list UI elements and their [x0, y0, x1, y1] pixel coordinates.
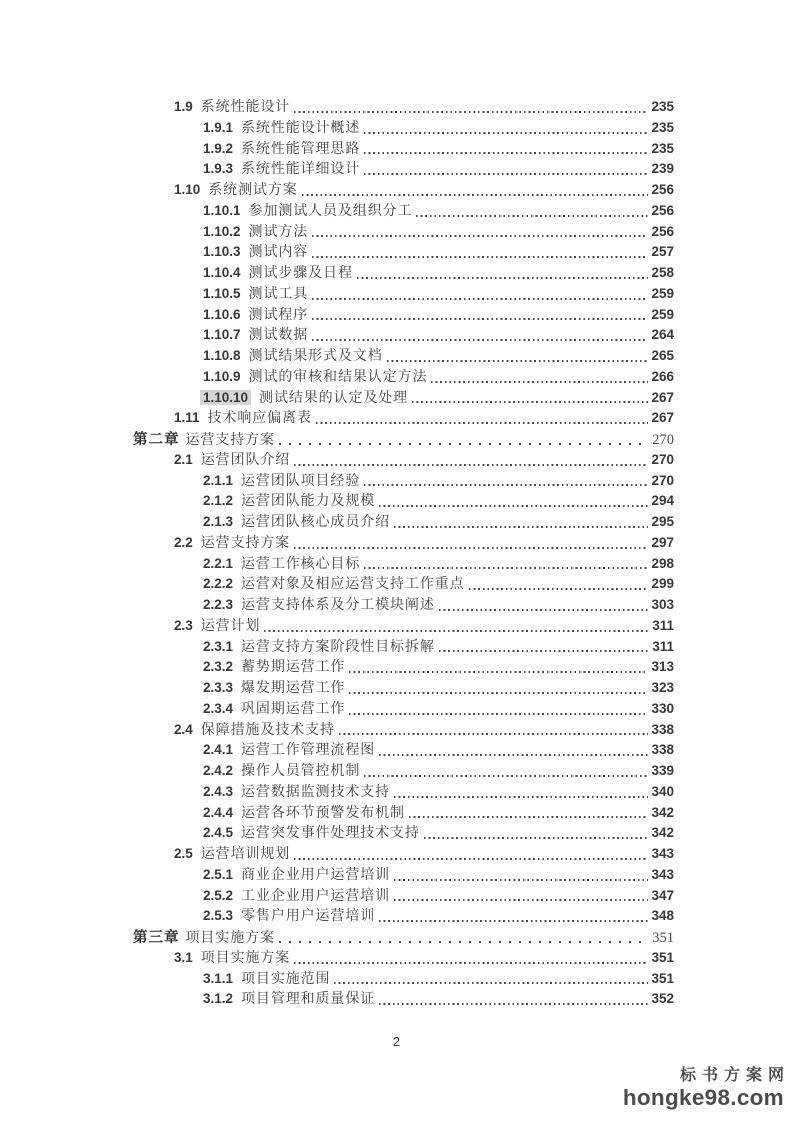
toc-entry-title: 测试的审核和结果认定方法 [248, 368, 428, 385]
toc-entry-title: 项目实施方案 [200, 949, 291, 966]
toc-entry-title: 系统性能设计 [200, 99, 291, 115]
toc-entry-page: 342 [651, 804, 674, 820]
toc-entry[interactable] [133, 719, 674, 740]
toc-entry-title: 系统性能设计概述 [241, 119, 361, 136]
dot-leader [379, 754, 648, 756]
toc-entry-page: 259 [651, 285, 674, 301]
dot-leader [279, 941, 649, 943]
toc-entry-number: 2.5 [174, 846, 193, 861]
toc-entry-title: 巩固期运营工作 [241, 700, 346, 717]
toc-entry-page: 267 [651, 389, 674, 405]
dot-leader [302, 194, 649, 196]
toc-entry-page: 330 [651, 700, 674, 716]
toc-entry[interactable] [133, 864, 674, 885]
dot-leader [431, 381, 648, 383]
dot-leader [364, 132, 648, 134]
dot-leader [334, 982, 648, 984]
toc-entry-number: 2.4.1 [203, 742, 234, 758]
toc-entry-page: 299 [651, 576, 674, 592]
toc-entry-page: 259 [651, 306, 674, 322]
table-of-contents [133, 96, 674, 1009]
toc-entry-page: 352 [651, 991, 674, 1007]
toc-entry-title: 蓄势期运营工作 [241, 659, 346, 676]
toc-entry-page: 258 [651, 265, 674, 280]
dot-leader [312, 298, 648, 300]
dot-leader [339, 733, 649, 735]
toc-entry-title: 测试方法 [248, 223, 309, 240]
toc-entry-number: 1.9.1 [203, 119, 234, 135]
toc-entry-title: 运营支持体系及分工模块阐述 [241, 597, 435, 613]
toc-entry-page: 235 [651, 119, 674, 135]
dot-leader [394, 526, 648, 528]
toc-entry-number: 1.10 [174, 182, 201, 197]
toc-entry-page: 338 [651, 742, 674, 758]
toc-entry[interactable] [133, 387, 674, 408]
toc-entry[interactable] [133, 553, 674, 574]
toc-entry-number: 2.5.1 [203, 866, 234, 882]
dot-leader [364, 152, 648, 154]
toc-entry-number: 2.4.5 [203, 825, 234, 841]
toc-entry[interactable] [133, 968, 674, 989]
toc-entry[interactable] [133, 926, 674, 947]
toc-entry-number: 2.4.2 [203, 763, 234, 778]
dot-leader [294, 962, 648, 964]
toc-entry-page: 267 [651, 410, 674, 426]
toc-entry-title: 项目实施方案 [185, 930, 275, 946]
toc-entry-page: 256 [651, 223, 674, 239]
dot-leader [394, 899, 648, 901]
toc-entry[interactable] [133, 428, 674, 449]
toc-entry-number: 1.9.3 [203, 161, 234, 177]
dot-leader [409, 816, 649, 818]
dot-leader [294, 111, 648, 113]
toc-entry-page: 323 [651, 680, 674, 695]
toc-entry[interactable] [133, 905, 674, 926]
dot-leader [416, 215, 648, 217]
toc-entry[interactable] [133, 117, 674, 138]
toc-entry-page: 311 [652, 638, 674, 654]
dot-leader [312, 256, 648, 258]
toc-entry-page: 257 [651, 244, 674, 260]
dot-leader [379, 1003, 648, 1005]
toc-entry-number: 1.10.2 [203, 223, 241, 239]
toc-entry-title: 参加测试人员及组织分工 [248, 202, 413, 219]
toc-entry[interactable] [133, 573, 674, 594]
toc-entry[interactable] [133, 283, 674, 304]
toc-entry-title: 测试结果的认定及处理 [259, 389, 409, 406]
toc-entry[interactable] [133, 96, 674, 117]
dot-leader [379, 505, 648, 507]
toc-entry-title: 测试步骤及日程 [248, 265, 353, 281]
toc-entry[interactable] [133, 200, 674, 221]
toc-entry-number: 1.9.2 [203, 140, 234, 156]
toc-entry-title: 系统性能管理思路 [241, 140, 361, 157]
toc-entry-title: 爆发期运营工作 [241, 680, 346, 696]
toc-entry-title: 测试工具 [248, 285, 309, 302]
toc-entry[interactable] [133, 241, 674, 262]
toc-entry-number: 2.4.3 [203, 783, 234, 799]
toc-entry-title: 测试数据 [248, 327, 309, 344]
toc-entry[interactable] [133, 179, 674, 200]
dot-leader [349, 713, 648, 715]
toc-entry-title: 测试内容 [248, 244, 309, 261]
toc-entry-number: 2.5.3 [203, 908, 234, 924]
dot-leader [349, 671, 648, 673]
toc-entry[interactable] [133, 511, 674, 532]
toc-entry-title: 操作人员管控机制 [241, 763, 361, 779]
toc-entry-title: 运营培训规划 [200, 846, 291, 862]
toc-entry-title: 系统性能详细设计 [241, 161, 361, 178]
toc-entry-number: 1.10.5 [203, 285, 241, 301]
toc-entry-number: 2.2.3 [203, 597, 234, 612]
toc-entry-page: 351 [651, 949, 674, 965]
watermark-site-name: 标书方案网 [679, 1065, 790, 1084]
dot-leader [294, 464, 648, 466]
watermark [622, 1065, 790, 1110]
toc-entry-title: 运营支持方案阶段性目标拆解 [241, 638, 435, 655]
toc-entry-number: 2.2.2 [203, 576, 234, 592]
toc-entry-number: 2.3 [174, 617, 193, 633]
toc-entry-title: 运营团队核心成员介绍 [241, 514, 391, 530]
toc-entry-number: 2.4.4 [203, 804, 234, 820]
toc-entry-title: 工业企业用户运营培训 [241, 887, 391, 904]
dot-leader [394, 879, 648, 881]
toc-entry-number: 第二章 [133, 432, 180, 448]
toc-entry-number: 2.5.2 [203, 887, 234, 903]
dot-leader [364, 775, 648, 777]
toc-entry-page: 298 [651, 555, 674, 571]
toc-entry-title: 保障措施及技术支持 [200, 721, 335, 738]
toc-entry-title: 项目实施范围 [241, 970, 331, 987]
dot-leader [357, 277, 649, 279]
watermark-site-url: hongke98.com [622, 1084, 784, 1110]
dot-leader [294, 547, 648, 549]
dot-leader [394, 796, 648, 798]
dot-leader [264, 630, 649, 632]
toc-entry-number: 1.10.7 [203, 327, 241, 343]
toc-entry[interactable] [133, 615, 674, 636]
toc-entry-number: 1.11 [174, 410, 200, 426]
toc-entry-title: 零售户用户运营培训 [241, 908, 376, 925]
toc-entry-number: 2.3.1 [203, 638, 234, 654]
toc-entry-number: 1.10.9 [203, 368, 241, 384]
toc-entry-number: 2.1.2 [203, 493, 234, 509]
toc-entry-title: 商业企业用户运营培训 [241, 866, 391, 883]
toc-entry-number: 3.1.1 [203, 970, 234, 986]
dot-leader [316, 422, 649, 424]
toc-entry-number: 1.10.8 [203, 348, 241, 363]
toc-entry[interactable] [133, 221, 674, 242]
dot-leader [439, 650, 649, 652]
toc-entry[interactable] [133, 324, 674, 345]
dot-leader [379, 920, 648, 922]
toc-entry-title: 运营团队能力及规模 [241, 493, 376, 510]
toc-entry-title: 运营各环节预警发布机制 [241, 804, 405, 821]
toc-entry-page: 270 [652, 432, 674, 448]
toc-entry[interactable] [133, 822, 674, 843]
toc-entry-number: 2.4 [174, 721, 193, 737]
toc-entry-page: 303 [651, 597, 674, 612]
toc-entry-title: 运营突发事件处理技术支持 [241, 825, 420, 842]
toc-entry-page: 347 [651, 887, 674, 903]
toc-entry-title: 运营对象及相应运营支持工作重点 [241, 576, 465, 593]
toc-entry[interactable] [133, 677, 674, 698]
toc-entry-title: 测试程序 [248, 306, 309, 323]
toc-entry[interactable] [133, 988, 674, 1009]
toc-entry-page: 264 [651, 327, 674, 343]
toc-entry-page: 311 [652, 617, 674, 633]
toc-entry-page: 348 [651, 908, 674, 924]
toc-entry-number: 1.10.4 [203, 265, 241, 280]
toc-entry-page: 294 [651, 493, 674, 509]
toc-entry-number: 1.9 [174, 99, 193, 114]
dot-leader [439, 609, 649, 611]
toc-entry-title: 运营团队项目经验 [241, 472, 361, 489]
toc-entry[interactable] [133, 802, 674, 823]
toc-entry-page: 340 [651, 783, 674, 799]
dot-leader [312, 235, 648, 237]
toc-entry-title: 测试结果形式及文档 [248, 348, 383, 364]
toc-entry[interactable] [133, 304, 674, 325]
toc-entry[interactable] [133, 885, 674, 906]
toc-entry[interactable] [133, 781, 674, 802]
dot-leader [312, 339, 648, 341]
toc-entry[interactable] [133, 739, 674, 760]
toc-entry-page: 266 [651, 368, 674, 384]
dot-leader [364, 173, 648, 175]
toc-entry[interactable] [133, 366, 674, 387]
page-number: 2 [393, 1035, 400, 1049]
toc-entry-number: 1.10.1 [203, 202, 241, 218]
dot-leader [387, 360, 649, 362]
toc-entry-page: 351 [652, 930, 674, 946]
toc-entry-number: 1.10.3 [203, 244, 241, 260]
toc-entry[interactable] [133, 138, 674, 159]
dot-leader [412, 401, 648, 403]
toc-entry-page: 295 [651, 514, 674, 529]
toc-entry-title: 项目管理和质量保证 [241, 991, 376, 1008]
toc-entry[interactable] [133, 532, 674, 553]
toc-entry[interactable] [133, 760, 674, 781]
dot-leader [364, 567, 648, 569]
toc-entry-page: 351 [651, 970, 674, 986]
toc-entry-number: 1.10.6 [203, 306, 241, 322]
toc-entry[interactable] [133, 449, 674, 470]
toc-entry-title: 运营支持方案 [185, 432, 275, 448]
toc-entry[interactable] [133, 158, 674, 179]
dot-leader [312, 318, 648, 320]
toc-entry-number: 第三章 [133, 930, 180, 946]
toc-entry-page: 235 [651, 99, 674, 114]
toc-entry-title: 运营计划 [200, 617, 261, 634]
dot-leader [294, 858, 648, 860]
toc-entry[interactable] [133, 470, 674, 491]
toc-entry-number: 3.1.2 [203, 991, 234, 1007]
toc-entry-number: 2.3.3 [203, 680, 234, 695]
toc-entry-title: 运营团队介绍 [200, 451, 291, 468]
toc-entry[interactable] [133, 843, 674, 864]
toc-entry[interactable] [133, 947, 674, 968]
toc-entry[interactable] [133, 594, 674, 615]
toc-entry-title: 运营工作管理流程图 [241, 742, 376, 759]
dot-leader [279, 443, 649, 445]
toc-entry-number: 3.1 [174, 949, 193, 965]
toc-entry-page: 235 [651, 140, 674, 156]
toc-entry-title: 系统测试方案 [208, 182, 298, 198]
toc-entry-page: 343 [651, 846, 674, 861]
toc-entry[interactable] [133, 636, 674, 657]
toc-entry-page: 256 [651, 182, 674, 197]
toc-entry-number: 2.1.3 [203, 514, 234, 529]
toc-entry-page: 339 [651, 763, 674, 778]
toc-entry[interactable] [133, 262, 674, 283]
toc-entry[interactable] [133, 490, 674, 511]
toc-entry-page: 297 [651, 534, 674, 550]
toc-entry-page: 313 [651, 659, 674, 675]
toc-entry-page: 270 [651, 472, 674, 488]
toc-entry-page: 265 [651, 348, 674, 363]
toc-entry-number: 2.3.2 [203, 659, 234, 675]
toc-entry[interactable] [133, 698, 674, 719]
toc-entry-page: 256 [651, 202, 674, 218]
toc-entry[interactable] [133, 407, 674, 428]
toc-entry-title: 运营支持方案 [200, 534, 291, 551]
toc-entry-number: 2.2.1 [203, 555, 234, 571]
toc-entry-page: 342 [651, 825, 674, 841]
toc-entry-page: 338 [651, 721, 674, 737]
dot-leader [469, 588, 649, 590]
toc-entry-number: 2.2 [174, 534, 193, 550]
toc-entry-title: 技术响应偏离表 [207, 410, 312, 427]
toc-entry-title: 运营工作核心目标 [241, 555, 361, 572]
dot-leader [424, 837, 649, 839]
toc-entry-page: 343 [651, 866, 674, 882]
toc-entry-page: 239 [651, 161, 674, 177]
dot-leader [349, 692, 648, 694]
toc-entry[interactable] [133, 345, 674, 366]
toc-entry-number: 2.1.1 [203, 472, 234, 488]
toc-entry[interactable] [133, 656, 674, 677]
toc-entry-number: 2.1 [174, 451, 193, 467]
toc-entry-title: 运营数据监测技术支持 [241, 783, 391, 800]
dot-leader [364, 484, 648, 486]
toc-entry-number: 1.10.10 [200, 390, 251, 405]
toc-entry-page: 270 [651, 451, 674, 467]
toc-entry-number: 2.3.4 [203, 700, 234, 716]
